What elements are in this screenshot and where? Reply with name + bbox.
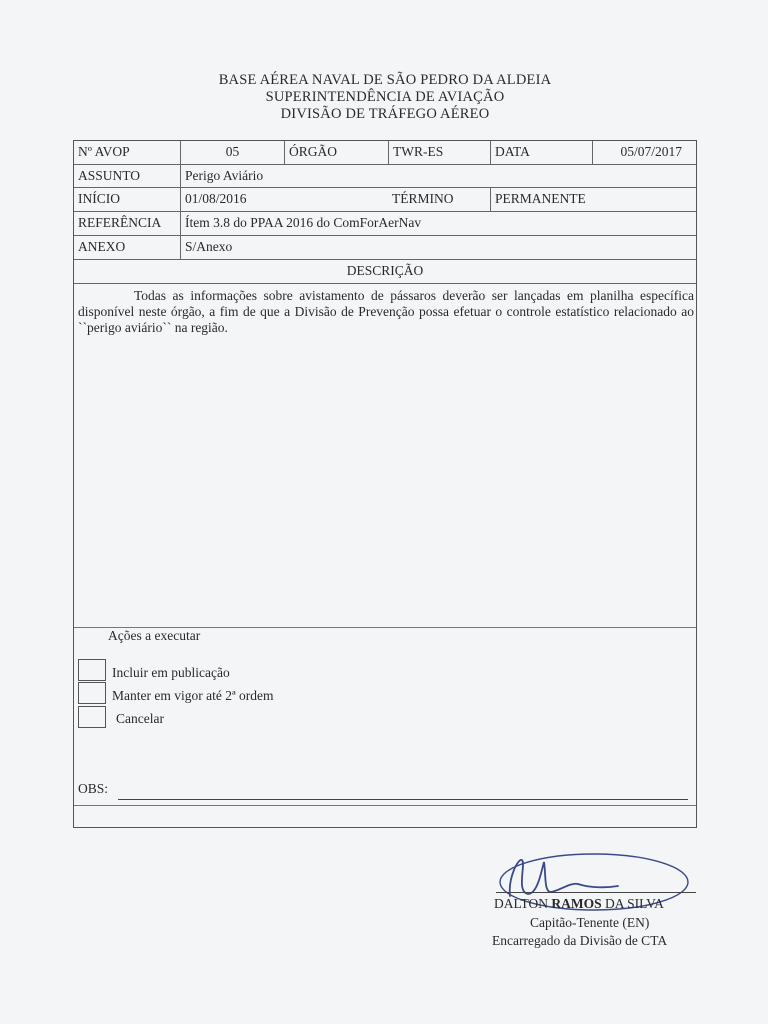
document-header bbox=[0, 72, 768, 123]
obs-label: OBS: bbox=[78, 781, 109, 796]
form-row-assunto bbox=[74, 165, 696, 188]
termino-label: TÉRMINO bbox=[392, 191, 454, 206]
signatory-name-last: DA SILVA bbox=[601, 896, 664, 911]
signatory-role: Encarregado da Divisão de CTA bbox=[492, 933, 668, 948]
data-value: 05/07/2017 bbox=[592, 141, 696, 164]
checkbox-label-incluir: Incluir em publicação bbox=[112, 665, 230, 680]
checkbox-incluir-publicacao[interactable] bbox=[78, 659, 106, 681]
header-line-3: DIVISÃO DE TRÁFEGO AÉREO bbox=[280, 106, 490, 122]
anexo-value: S/Anexo bbox=[180, 236, 696, 259]
form-row-avop bbox=[74, 141, 696, 165]
form-row-anexo bbox=[74, 236, 696, 260]
signatory-name-first: DALTON bbox=[494, 896, 552, 911]
data-label: DATA bbox=[490, 141, 592, 164]
header-line-1: BASE AÉREA NAVAL DE SÃO PEDRO DA ALDEIA bbox=[218, 72, 552, 88]
avop-label: Nº AVOP bbox=[78, 144, 130, 159]
header-line-2: SUPERINTENDÊNCIA DE AVIAÇÃO bbox=[265, 89, 505, 105]
avop-value: 05 bbox=[180, 141, 284, 164]
signature-line bbox=[496, 892, 696, 893]
referencia-label: REFERÊNCIA bbox=[78, 215, 162, 230]
form-row-inicio bbox=[74, 188, 696, 212]
inicio-label: INÍCIO bbox=[78, 191, 120, 206]
checkbox-label-cancelar: Cancelar bbox=[116, 711, 164, 726]
assunto-value: Perigo Aviário bbox=[180, 165, 696, 187]
avop-form bbox=[73, 140, 697, 828]
descricao-paragraph: Todas as informações sobre avistamento de pássaros deverão ser lançadas em planilha específica disponível neste órgão, a fim de que a Divisão de Prevenção possa efetuar o controle estatístico relacionado ao ``perigo aviário`` na região. bbox=[78, 288, 694, 335]
anexo-label: ANEXO bbox=[78, 239, 126, 254]
checkbox-manter-vigor[interactable] bbox=[78, 682, 106, 704]
assunto-label: ASSUNTO bbox=[78, 168, 141, 183]
checkbox-label-manter: Manter em vigor até 2ª ordem bbox=[112, 688, 274, 703]
termino-value: PERMANENTE bbox=[490, 188, 696, 211]
form-row-descricao bbox=[74, 260, 696, 284]
obs-field[interactable] bbox=[118, 799, 688, 800]
form-bottom-divider bbox=[74, 805, 696, 806]
signatory-rank: Capitão-Tenente (EN) bbox=[530, 915, 650, 930]
checkbox-cancelar[interactable] bbox=[78, 706, 106, 728]
form-row-referencia bbox=[74, 212, 696, 236]
descricao-label: DESCRIÇÃO bbox=[346, 263, 424, 278]
signatory-name bbox=[494, 896, 664, 912]
inicio-value: 01/08/2016 bbox=[180, 188, 388, 211]
signatory-name-bold: RAMOS bbox=[551, 896, 602, 911]
orgao-label: ÓRGÃO bbox=[284, 141, 388, 164]
orgao-value: TWR-ES bbox=[388, 141, 490, 164]
actions-title: Ações a executar bbox=[108, 628, 201, 643]
descricao-text bbox=[78, 288, 694, 336]
referencia-value: Ítem 3.8 do PPAA 2016 do ComForAerNav bbox=[180, 212, 696, 235]
